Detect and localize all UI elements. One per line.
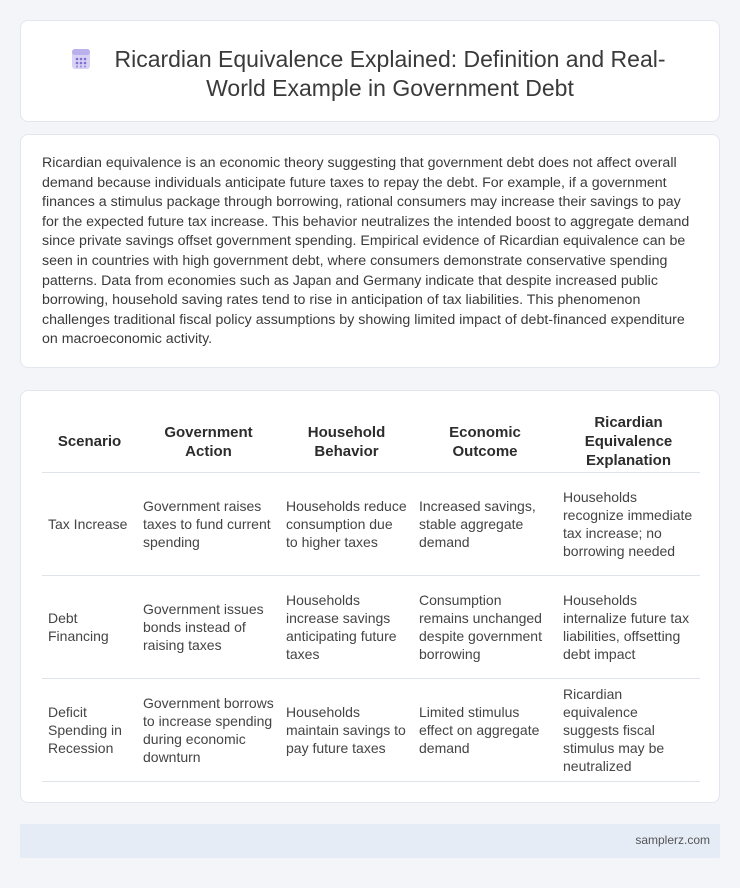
table-cell: Households maintain savings to pay future taxes <box>280 678 413 781</box>
table-row <box>42 575 700 678</box>
table-row <box>42 678 700 781</box>
footer-site-link[interactable]: samplerz.com <box>635 833 710 847</box>
page-title: Ricardian Equivalence Explained: Definition and Real-World Example in Government Debt <box>114 46 666 101</box>
table-cell: Increased savings, stable aggregate demand <box>413 472 557 575</box>
table-cell: Government issues bonds instead of raising taxes <box>137 575 280 678</box>
table-cell: Consumption remains unchanged despite government borrowing <box>413 575 557 678</box>
table-cell: Tax Increase <box>42 472 137 575</box>
header-economic-outcome: Economic Outcome <box>413 412 557 472</box>
table-card <box>20 390 720 803</box>
footer-bar <box>20 824 720 858</box>
comparison-table <box>42 412 700 782</box>
table-cell: Households increase savings anticipating future taxes <box>280 575 413 678</box>
table-cell: Households reduce consumption due to higher taxes <box>280 472 413 575</box>
header-ricardian-explanation: Ricardian Equivalence Explanation <box>557 412 700 472</box>
table-cell: Government raises taxes to fund current spending <box>137 472 280 575</box>
table-cell: Debt Financing <box>42 575 137 678</box>
header-government-action: Government Action <box>137 412 280 472</box>
intro-card <box>20 134 720 368</box>
header-scenario: Scenario <box>42 412 137 472</box>
intro-paragraph: Ricardian equivalence is an economic theory suggesting that government debt does not affect overall demand because individuals anticipate future taxes to repay the debt. For example, if a government finances a stimulus package through borrowing, rational consumers may increase their savings to pay for the expected future tax increase. This behavior neutralizes the intended boost to aggregate demand since private savings offset government spending. Empirical evidence of Ricardian equivalence can be seen in countries with high government debt, where consumers demonstrate conservative spending patterns. Data from economies such as Japan and Germany indicate that despite increased public borrowing, household saving rates tend to rise in anticipation of tax liabilities. This phenomenon challenges traditional fiscal policy assumptions by showing limited impact of debt-financed expenditure on macroeconomic activity. <box>42 155 690 348</box>
table-cell: Government borrows to increase spending during economic downturn <box>137 678 280 781</box>
table-cell: Households recognize immediate tax increase; no borrowing needed <box>557 472 700 575</box>
table-cell: Ricardian equivalence suggests fiscal stimulus may be neutralized <box>557 678 700 781</box>
table-row <box>42 472 700 575</box>
table-cell: Households internalize future tax liabilities, offsetting debt impact <box>557 575 700 678</box>
table-cell: Limited stimulus effect on aggregate demand <box>413 678 557 781</box>
table-header-row <box>42 412 700 472</box>
header-household-behavior: Household Behavior <box>280 412 413 472</box>
table-cell: Deficit Spending in Recession <box>42 678 137 781</box>
title-card <box>20 20 720 122</box>
